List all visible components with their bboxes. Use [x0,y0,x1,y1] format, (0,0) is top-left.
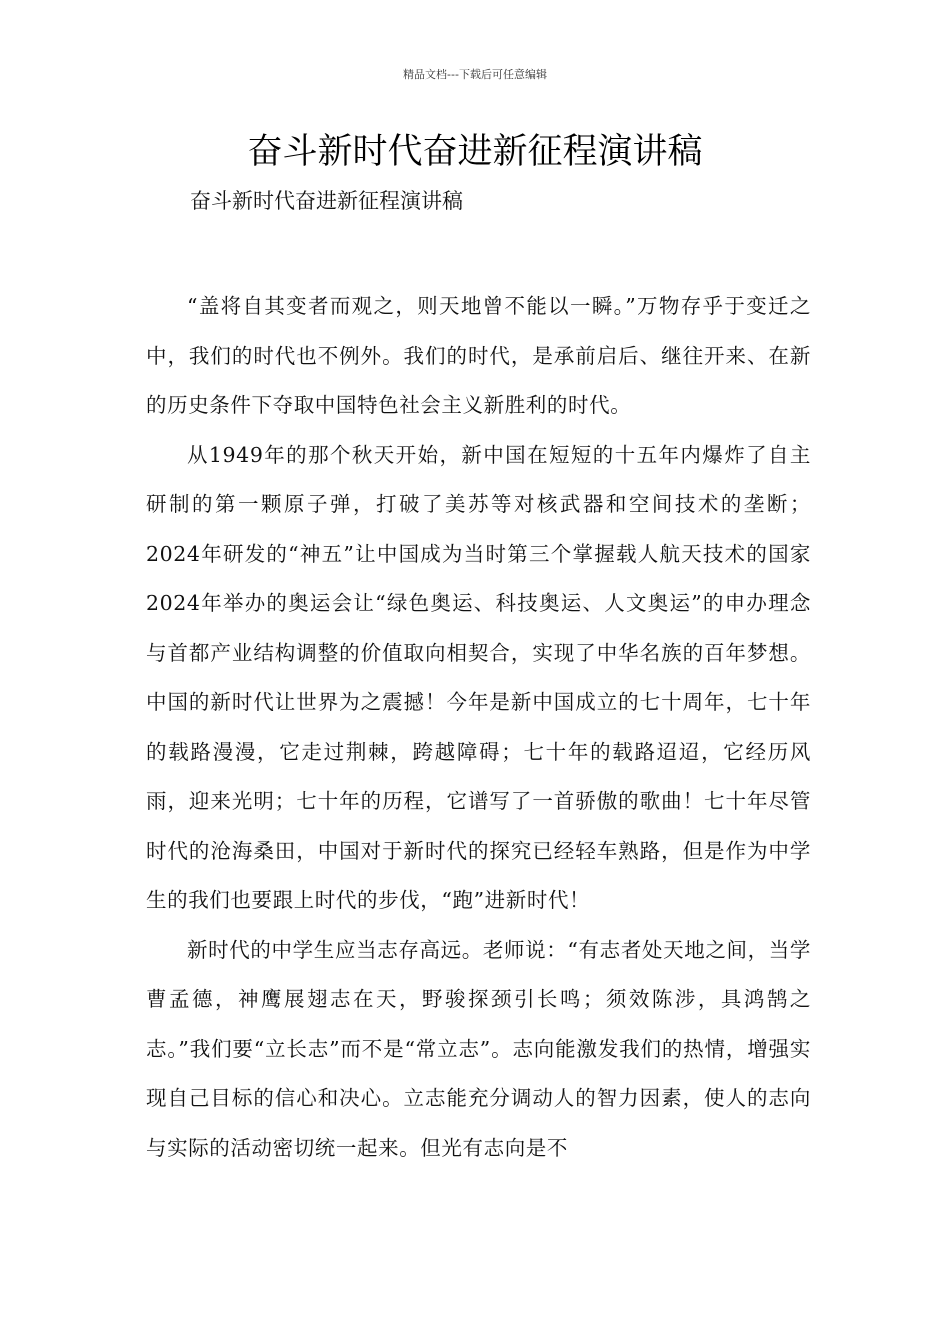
document-subtitle: 奋斗新时代奋进新征程演讲稿 [190,189,463,213]
paragraph: 新时代的中学生应当志存高远。老师说：“有志者处天地之间，当学曹孟德，神鹰展翅志在天，野骏探颈引长鸣；须效陈涉，具鸿鹄之志。”我们要“立长志”而不是“常立志”。志向能激发我们的热情，增强实现自己目标的信心和决心。立志能充分调动人的智力因素，使人的志向与实际的活动密切统一起来。但光有志向是不 [146,937,811,1160]
document-title: 奋斗新时代奋进新征程演讲稿 [247,132,703,172]
paragraph: “盖将自其变者而观之，则天地曾不能以一瞬。”万物存乎于变迁之中，我们的时代也不例外。我们的时代，是承前启后、继往开来、在新的历史条件下夺取中国特色社会主义新胜利的时代。 [146,294,811,417]
document-body [146,282,811,1173]
paragraph: 从1949年的那个秋天开始，新中国在短短的十五年内爆炸了自主研制的第一颗原子弹，打破了美苏等对核武器和空间技术的垄断；2024年研发的“神五”让中国成为当时第三个掌握载人航天技术的国家2024年举办的奥运会让“绿色奥运、科技奥运、人文奥运”的申办理念与首都产业结构调整的价值取向相契合，实现了中华名族的百年梦想。中国的新时代让世界为之震撼！今年是新中国成立的七十周年，七十年的载路漫漫，它走过荆棘，跨越障碍；七十年的载路迢迢，它经历风雨，迎来光明；七十年的历程，它谱写了一首骄傲的歌曲！七十年尽管时代的沧海桑田，中国对于新时代的探究已经轻车熟路，但是作为中学生的我们也要跟上时代的步伐，“跑”进新时代！ [146,442,811,912]
header-note: 精品文档---下载后可任意编辑 [403,68,547,81]
